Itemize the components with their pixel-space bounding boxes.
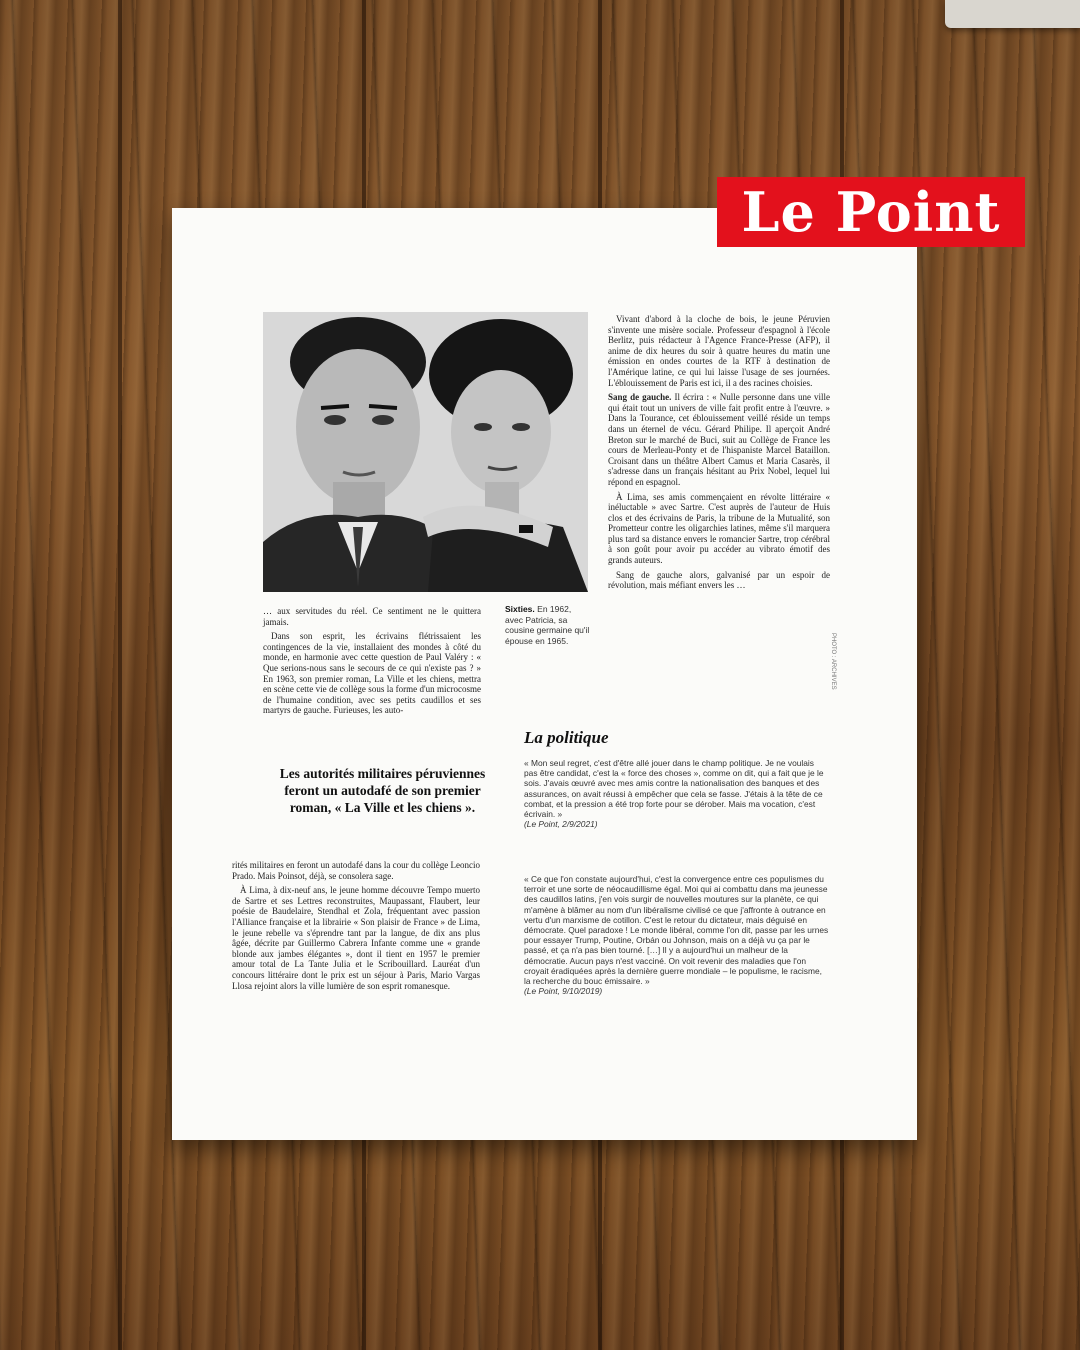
paragraph: [608, 392, 830, 487]
politics-quote-1: [524, 758, 829, 829]
quote-text: « Mon seul regret, c'est d'être allé jouer dans le champ politique. Je ne voulais pas être candidat, c'est la « force des choses », comme on dit, qui a fait que je le sois. J'avais œuvré avec mes amis contre la nationalisation des banques et des assurances, on avait réussi à empêcher que cela se fasse. J'étais à la tête de ce combat, et la pression a été trop forte pour se dérober. Mais ma vocation, c'est écrivain. »: [524, 758, 824, 820]
right-column: [608, 314, 830, 595]
magazine-page: [172, 208, 917, 1140]
caption-lead: Sixties.: [505, 604, 535, 614]
paragraph-lead: Sang de gauche.: [608, 392, 672, 403]
quote-source: (Le Point, 9/10/2019): [524, 986, 603, 997]
photo-caption: [505, 604, 590, 646]
le-point-logo: Le Point: [717, 177, 1025, 247]
left-column-top: [263, 606, 481, 720]
couple-photo: [263, 312, 588, 592]
section-title: La politique: [524, 728, 609, 747]
left-column-bottom: [232, 860, 480, 995]
corner-book: [945, 0, 1080, 28]
quote-text: « Ce que l'on constate aujourd'hui, c'est la convergence entre ces populismes du terroir et une sorte de néocaudillisme égal. Moi qui ai combattu dans ma jeunesse des caudillos latins, j'en vois surgir de nouvelles moutures sur la planète, ce qui m'amène à blâmer au nom d'un libéralisme civilisé ce que j'affronte à outrance en vertu d'un marxisme de cotillon. C'est le retour du dictateur, mais déguisé en démocrate. Quel paradoxe ! Le monde libéral, comme l'on dit, passe par les urnes pour essayer Trump, Poutine, Orbán ou Johnson, mais on a déjà vu ça par le passé, et ça n'a pas bien tourné. […] Il y a aujourd'hui un malheur de la démocratie. Aucun pays n'est vacciné. On voit revenir des maladies que l'on croyait éradiquées après la dernière guerre mondiale – le populisme, le racisme, la recherche du bouc émissaire. »: [524, 874, 829, 987]
paragraph: Dans son esprit, les écrivains flétrissaient les contingences de la vie, installaient des mondes à côté du monde, en harmonie avec cette question de Paul Valéry : « Que serions-nous sans le secours de ce qui n'existe pas ? » En 1963, son premier roman, La Ville et les chiens, mettra en scène cette vie de collège sous la forme d'un microcosme de l'humaine condition, avec ses petits caudillos et ses martyrs de gauche. Furieuses, les auto-: [263, 631, 481, 716]
photo-credit: PHOTO : ARCHIVES: [830, 633, 836, 690]
quote-source: (Le Point, 2/9/2021): [524, 819, 598, 830]
paragraph: À Lima, à dix-neuf ans, le jeune homme découvre Tempo muerto de Sartre et ses Lettres reconstruites, Maupassant, Flaubert, leur poésie de Baudelaire, Stendhal et Zola, fréquentant avec passion l'Alliance française et la librairie « Son plaisir de France » de Lima, le jeune rebelle va s'éprendre tant par la langue, de dix ans plus âgée, décrite par Guillermo Cabrera Infante comme une « grande blonde aux jambes élégantes », dont il tient en 1957 le premier amour total de La Tante Julia et le Scribouillard. Lauréat d'un concours littéraire dont le prix est un séjour à Paris, Mario Vargas Llosa rejoint alors la ville lumière de son esprit romanesque.: [232, 885, 480, 991]
pull-quote: Les autorités militaires péruviennes feront un autodafé de son premier roman, « La Ville et les chiens ».: [279, 766, 486, 815]
politics-quote-2: [524, 874, 829, 996]
paragraph-text: Il écrira : « Nulle personne dans une ville qui était tout un univers de ville fait profit entre à l'œuvre. » Dans la Tourance, cet éblouissement veillé réside un temps dans un éternel de vécu. Gérard Philipe. Il aperçoit André Breton sur le marché de Buci, suit au Collège de France les cours de Merleau-Ponty et de l'hispaniste Marcel Bataillon. Croisant dans un théâtre Albert Camus et Maria Casarès, il s'adresse dans un français hésitant au Prix Nobel, lequel lui répond en espagnol.: [608, 392, 831, 487]
caption-text: En 1962, avec Patricia, sa cousine germaine qu'il épouse en 1965.: [505, 604, 590, 646]
paragraph: À Lima, ses amis commençaient en révolte littéraire « inéluctable » avec Sartre. C'est auprès de l'auteur de Huis clos et des écrivains de Paris, la tribune de la Mutualité, son Prometteur contre les oligarchies latines, même s'il marquera plus tard sa distance envers le romancier Sartre, trop cérébral à son goût pour avoir pu accéder au vibrato émotif des grands auteurs.: [608, 491, 830, 566]
wood-seam: [118, 0, 122, 1350]
paragraph: … aux servitudes du réel. Ce sentiment ne le quittera jamais.: [263, 606, 481, 627]
paragraph: Sang de gauche alors, galvanisé par un espoir de révolution, mais méfiant envers les …: [608, 569, 830, 591]
paragraph: Vivant d'abord à la cloche de bois, le jeune Péruvien s'invente une misère sociale. Professeur d'espagnol à l'école Berlitz, puis rédacteur à l'Agence France-Presse (AFP), il anime de dix heures du soir à quatre heures du matin une émission en ondes courtes de la RTF à destination de l'Amérique latine, ce qui lui laisse l'usage de ses journées. L'éblouissement de Paris est ici, il a des racines choisies.: [608, 314, 830, 388]
paragraph: rités militaires en feront un autodafé dans la cour du collège Leoncio Prado. Mais Poinsot, déjà, se consolera sage.: [232, 860, 480, 881]
photo-illustration: [263, 312, 588, 592]
